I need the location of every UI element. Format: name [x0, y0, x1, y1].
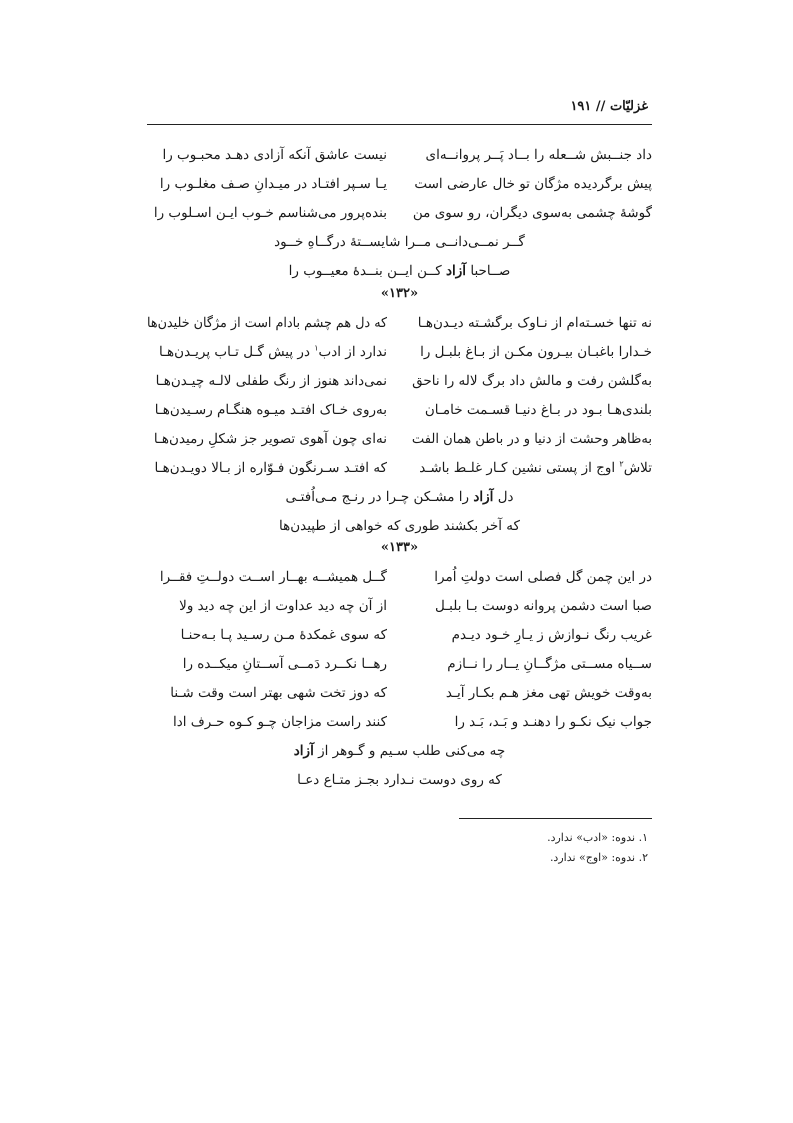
hemistich-text: که سوی غمکدهٔ مـن رسـید پـا بـه‌حنـا [180, 627, 387, 643]
poem-132 [147, 283, 652, 541]
hemistich-second [147, 170, 387, 199]
hemistich-text: که افتـد سـرنگون فـوّاره از بـالا دویـدن‌هـا [154, 460, 387, 476]
closing-couplet [147, 737, 652, 795]
hemistich-text: نه‌ای چون آهوی تصویر جز شکلِ رمیدن‌هـا [153, 431, 387, 447]
hemistich-text: ســیاه مســتی مژگــانِ یــار را نــازم [447, 656, 652, 672]
footnotes [547, 828, 648, 868]
poem-133 [147, 537, 652, 795]
closing-pre: که آخر بکشند طوری که خواهی از طپیدن‌ها [279, 518, 520, 534]
couplet [147, 454, 652, 483]
closing-pre: صــاحبا [466, 263, 511, 279]
couplet [147, 309, 652, 338]
couplet [147, 621, 652, 650]
hemistich-second [147, 454, 387, 483]
closing-couplet [147, 483, 652, 541]
poet-name: آزاد [473, 489, 494, 505]
hemistich-first [412, 309, 652, 338]
hemistich-text: ندارد از ادب$^۱$ در پیش گـل تـاب پریـدن‌هـا [158, 343, 387, 360]
poem-number: «۱۳۲» [380, 286, 419, 301]
hemistich-text: که دوز تخت شهی بهتر است وقت شـنا [170, 685, 387, 701]
running-head: غزلیّات // ۱۹۱ [570, 99, 648, 114]
closing-text [147, 766, 652, 795]
poet-name: آزاد [293, 743, 314, 759]
poem-continuation [147, 141, 652, 286]
hemistich-text: به‌ظاهر وحشت از دنیا و در باطن همان الفت [412, 431, 652, 447]
poet-name: آزاد [446, 263, 467, 279]
footnote-2: ۲. ندوه: «اوج» ندارد. [549, 851, 648, 864]
hemistich-second [147, 563, 387, 592]
closing-line [147, 766, 652, 795]
couplet [147, 141, 652, 170]
hemistich-text: نمی‌داند هنوز از رنگ طفلی لالـه چیـدن‌هـا [155, 373, 387, 389]
hemistich-text: کنند راست مزاجان چـو کـوه حـرف ادا [172, 714, 387, 730]
couplet [147, 425, 652, 454]
couplet [147, 170, 652, 199]
closing-couplet [147, 228, 652, 286]
couplet-list [147, 563, 652, 737]
hemistich-text: به‌گلشن رفت و مالش داد برگ لاله را ناحق [412, 373, 652, 389]
couplet [147, 650, 652, 679]
closing-line [147, 228, 652, 257]
hemistich-first [412, 454, 652, 483]
hemistich-first [412, 141, 652, 170]
hemistich-first [412, 170, 652, 199]
hemistich-first [412, 621, 652, 650]
poem-number: «۱۳۳» [380, 540, 419, 555]
hemistich-text: خـدارا باغبـان بیـرون مکـن از بـاغ بلبـل را [420, 344, 652, 360]
closing-text [147, 483, 652, 512]
footnote-1: ۱. ندوه: «ادب» ندارد. [547, 831, 648, 844]
couplet-list [147, 141, 652, 228]
hemistich-second [147, 309, 387, 338]
closing-post: کــن ایــن بنــدهٔ معیــوب را [288, 263, 446, 279]
hemistich-text: غریب رنگ نـوازش ز یـارِ خـود دیـدم [451, 627, 652, 643]
hemistich-first [412, 199, 652, 228]
closing-pre: چه می‌کنی طلب سـیم و گـوهر از [313, 743, 506, 759]
couplet [147, 592, 652, 621]
hemistich-second [147, 338, 387, 367]
hemistich-second [147, 396, 387, 425]
hemistich-second [147, 679, 387, 708]
footnote-marker: ۲ [619, 459, 624, 469]
hemistich-first [412, 367, 652, 396]
couplet [147, 708, 652, 737]
hemistich-text: گوشهٔ چشمی به‌سوی دیگران، رو سوی من [412, 205, 652, 221]
closing-pre: دل [493, 489, 514, 505]
couplet-list [147, 309, 652, 483]
hemistich-text: جواب نیک نکـو را دهنـد و بَـد، بَـد را [454, 714, 652, 730]
hemistich-text: رهــا نکــرد دَمــی آســتانِ میکــده را [182, 656, 387, 672]
closing-line [147, 483, 652, 512]
hemistich-text: پیش برگردیده مژگان تو خال عارضی است [414, 176, 652, 192]
couplet [147, 338, 652, 367]
closing-line [147, 257, 652, 286]
header-rule [147, 124, 652, 125]
closing-text [147, 228, 652, 257]
closing-text [147, 737, 652, 766]
hemistich-text: گــل همیشــه بهــار اســت دولــتِ فقــرا [159, 569, 387, 585]
closing-pre: گــر نمــی‌دانــی مــرا شایســتهٔ درگــاهِ خــود [274, 234, 525, 250]
hemistich-text: نه تنها خسـته‌ام از نـاوک برگشـته دیـدن‌هـا [417, 315, 652, 331]
hemistich-first [412, 650, 652, 679]
hemistich-text: تلاش$^۲$ اوج از پستی نشین کـار غلـط باشـد [419, 459, 652, 476]
hemistich-text: به‌وقت خویش تهی مغز هـم بکـار آیـد [445, 685, 652, 701]
hemistich-text: صبا است دشمن پروانه دوست بـا بلبـل [435, 598, 652, 614]
hemistich-text: یـا سـپر افتـاد در میـدانِ صـف مغلـوب را [159, 176, 387, 192]
footnote-marker: ۱ [314, 343, 319, 353]
hemistich-text: داد جنــبش شــعله را بــاد پَــر پروانــه‌ای [425, 147, 652, 163]
hemistich-text: نیست عاشق آنکه آزادی دهـد محبـوب را [162, 147, 387, 163]
hemistich-first [412, 563, 652, 592]
hemistich-first [412, 592, 652, 621]
hemistich-first [412, 396, 652, 425]
hemistich-text: در این چمن گل فصلی است دولتِ اُمرا [434, 569, 652, 585]
hemistich-second [147, 367, 387, 396]
closing-post: را مشـکن چـرا در رنـج مـی‌اُفتـی [285, 489, 474, 505]
hemistich-first [412, 708, 652, 737]
closing-text [147, 257, 652, 286]
hemistich-second [147, 621, 387, 650]
hemistich-text: از آن چه دید عداوت از این چه دید ولا [179, 598, 387, 614]
hemistich-text: که دل هم چشم بادام است از مژگان خلیدن‌ها [147, 315, 387, 331]
hemistich-second [147, 199, 387, 228]
hemistich-second [147, 141, 387, 170]
hemistich-first [412, 425, 652, 454]
couplet [147, 367, 652, 396]
closing-line [147, 737, 652, 766]
couplet [147, 679, 652, 708]
hemistich-first [412, 679, 652, 708]
closing-pre: که روی دوست نـدارد بجـز متـاع دعـا [297, 772, 502, 788]
couplet [147, 563, 652, 592]
hemistich-text: بلندی‌هـا بـود در بـاغ دنیـا قسـمت خامـان [424, 402, 652, 418]
hemistich-text: به‌روی خـاک افتـد میـوه هنگـام رسـیدن‌هـا [154, 402, 387, 418]
footnote-rule [459, 818, 652, 819]
hemistich-second [147, 650, 387, 679]
hemistich-second [147, 425, 387, 454]
hemistich-second [147, 592, 387, 621]
couplet [147, 199, 652, 228]
hemistich-text: بنده‌پرور می‌شناسم خـوب ایـن اسـلوب را [153, 205, 387, 221]
hemistich-second [147, 708, 387, 737]
hemistich-first [412, 338, 652, 367]
couplet [147, 396, 652, 425]
